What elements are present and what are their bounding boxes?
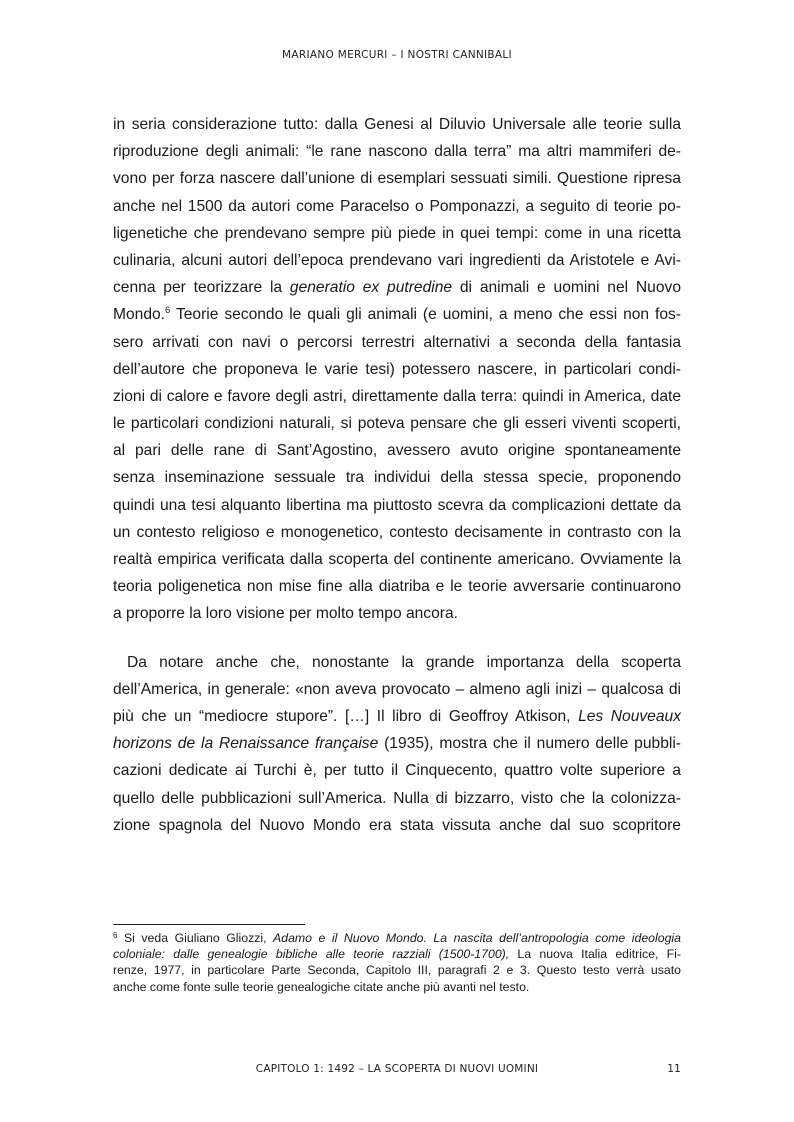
footnote-line: renze, 1977, in particolare Parte Seconda, Capitolo III, paragrafi 2 e 3. Questo testo verrà usato (113, 963, 681, 978)
text-line: senza inseminazione sessuale tra individui della stessa specie, proponendo (113, 469, 681, 487)
italic-title: horizons de la Renaissance française (113, 735, 379, 753)
text-line: quindi una tesi alquanto libertina ma piuttosto scevra da complicazioni dettate da (113, 496, 681, 514)
text-line: un contesto religioso e monogenetico, contesto decisamente in contrasto con la (113, 523, 681, 541)
text-line: vono per forza nascere dall’unione di esemplari sessuati simili. Questione ripresa (113, 170, 681, 188)
paragraph-gap (113, 628, 681, 649)
text-line: anche nel 1500 da autori come Paracelso o Pomponazzi, a seguito di teorie po- (113, 197, 681, 215)
footnote-marker: 6 (113, 931, 118, 940)
text-line: in seria considerazione tutto: dalla Genesi al Diluvio Universale alle teorie sulla (113, 116, 681, 133)
footnote-text: La nuova Italia editrice, Fi- (509, 947, 681, 962)
footer-chapter-title: CAPITOLO 1: 1492 – LA SCOPERTA DI NUOVI UOMINI (255, 1063, 539, 1075)
text-line: teoria poligenetica non mise fine alla diatriba e le teorie avversarie continuarono (113, 578, 681, 596)
text-line (113, 274, 681, 301)
text-run: Mondo. (113, 306, 166, 324)
text-line: riproduzione degli animali: “le rane nascono dalla terra” ma altri mammiferi de- (113, 143, 681, 161)
footnote-text: Si veda Giuliano Gliozzi, (117, 931, 274, 945)
text-run: più che un “mediocre stupore”. […] Il libro di Geoffroy Atkison, (113, 707, 579, 725)
text-line: zione spagnola del Nuovo Mondo era stata vissuta anche dal suo scopritore (113, 816, 681, 834)
footnote-line (113, 930, 681, 946)
running-footer (113, 1063, 681, 1075)
text-run: di animali e uomini nel Nuovo (452, 279, 681, 297)
text-line: ligenetiche che prendevano sempre più piede in quei tempi: come in una ricetta (113, 224, 681, 242)
footnote-ref[interactable]: 6 (165, 305, 171, 317)
body-text (113, 111, 681, 839)
text-line: dell’autore che proponeva le varie tesi) potessero nascere, in particolari condi- (113, 360, 681, 378)
footnote-line: anche come fonte sulle teorie genealogiche citate anche più avanti nel testo. (113, 979, 530, 994)
italic-title: Les Nouveaux (578, 707, 681, 725)
text-line (113, 301, 681, 328)
text-line: quello delle pubblicazioni sull’America. Nulla di bizzarro, visto che la colonizza- (113, 789, 681, 807)
text-line: sero arrivati con navi o percorsi terrestri alternativi a seconda della fantasia (113, 333, 681, 351)
running-header: MARIANO MERCURI – I NOSTRI CANNIBALI (282, 49, 512, 61)
text-line: dell’America, in generale: «non aveva provocato – almeno agli inizi – qualcosa di (113, 680, 681, 698)
text-run: (1935), mostra che il numero delle pubbli- (378, 735, 681, 753)
footnote-line (113, 946, 681, 962)
text-line: realtà empirica verificata dalla scoperta del continente americano. Ovviamente la (113, 551, 681, 568)
text-line (113, 730, 681, 757)
footnote (113, 930, 681, 995)
text-line: zioni di calore e favore degli astri, direttamente dalla terra: quindi in America, date (113, 387, 681, 405)
text-line: cazioni dedicate ai Turchi è, per tutto il Cinquecento, quattro volte superiore a (113, 762, 681, 780)
page-number: 11 (667, 1063, 681, 1075)
text-line: a proporre la loro visione per molto tempo ancora. (113, 605, 458, 623)
text-line: al pari delle rane di Sant’Agostino, avessero avuto origine spontaneamente (113, 442, 681, 460)
italic-term: generatio ex putredine (289, 279, 453, 297)
text-run: Teorie secondo le quali gli animali (e uomini, a meno che essi non fos- (170, 306, 681, 324)
footnote-separator (113, 924, 305, 925)
text-line: Da notare anche che, nonostante la grande importanza della scoperta (127, 653, 681, 671)
footnote-italic-title: Adamo e il Nuovo Mondo. La nascita dell’antropologia come ideologia (273, 931, 681, 945)
text-line: le particolari condizioni naturali, si poteva pensare che gli esseri viventi scoperti, (113, 415, 681, 433)
text-run: cenna per teorizzare la (113, 279, 290, 297)
text-line: culinaria, alcuni autori dell’epoca prendevano vari ingredienti da Aristotele e Avi- (113, 251, 681, 269)
text-line (113, 703, 681, 730)
footnote-italic-title: coloniale: dalle genealogie bibliche alle teorie razziali (1500-1700), (113, 947, 510, 962)
